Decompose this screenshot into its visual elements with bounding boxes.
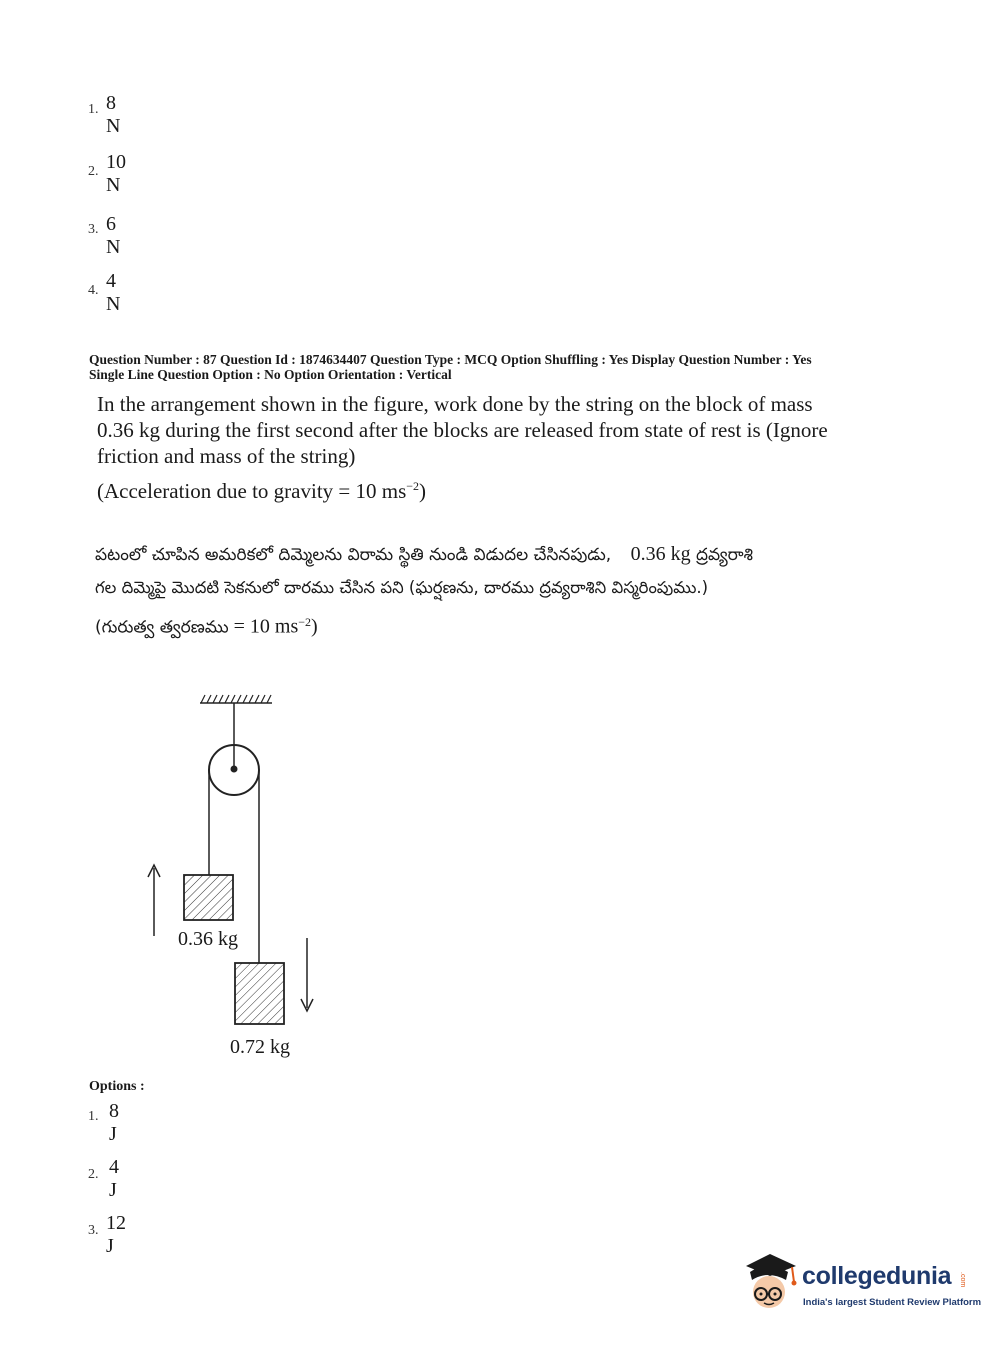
gravity-note: (Acceleration due to gravity = 10 $ms^{-2}$) [97,479,427,503]
label-mass-large: 0.72 kg [230,1036,290,1058]
question-line-3: friction and mass of the string) [97,444,356,468]
question-text-telugu-line-2: గల దిమ్మెపై మొదటి సెకనులో దారము చేసిన పని (ఘర్షణను, దారము ద్రవ్యరాశిని విస్మరింపుము.) [95,578,709,597]
options-label: Options : [89,1079,145,1094]
question-text-telugu-gravity: (గురుత్వ త్వరణము = 10 $ms^{-2}$) [95,615,318,638]
logo-com-text: .com [959,1272,966,1288]
label-mass-small: 0.36 kg [178,928,238,950]
question-text-telugu-line-1: పటంలో చూపిన అమరికలో దిమ్మెలను విరామ స్థితి నుండి విడుదల చేసినపుడు, 0.36 kg ద్రవ్యరాశి [95,543,753,565]
arrow-down [301,938,313,1011]
collegedunia-logo [740,1250,982,1320]
logo-brand-text: collegedunia [802,1262,952,1290]
question-line-1: In the arrangement shown in the figure, work done by the string on the block of mass [97,392,813,416]
arrow-up [148,865,160,936]
student-mascot-icon [740,1250,802,1312]
logo-tagline: India's largest Student Review Platform [803,1297,982,1308]
question-line-2: 0.36 kg during the first second after the blocks are released from state of rest is (Ignore [97,418,828,442]
question-meta-line-2: Single Line Question Option : No Option Orientation : Vertical [89,367,452,382]
pulley-axle [231,766,238,773]
question-meta-line-1: Question Number : 87 Question Id : 1874634407 Question Type : MCQ Option Shuffling : Yes Display Question Number : Yes [89,352,812,367]
block-small [184,875,233,920]
block-large [235,963,284,1024]
ceiling-support [200,695,272,703]
